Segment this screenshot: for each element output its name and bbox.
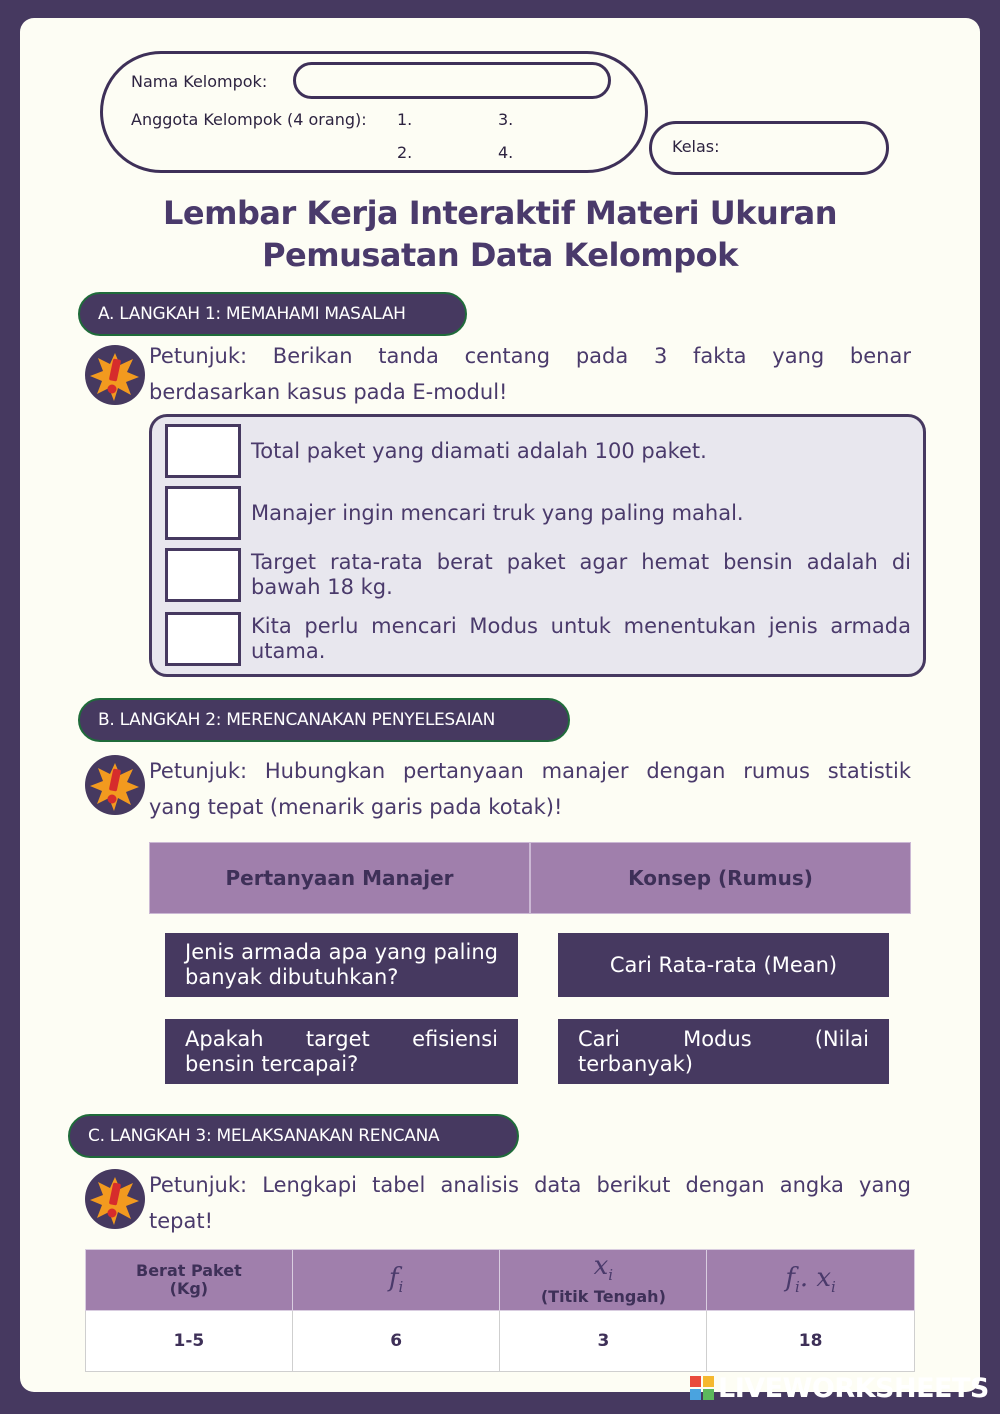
section-b-heading: B. LANGKAH 2: MERENCANAKAN PENYELESAIAN <box>78 698 570 742</box>
member-3-label: 3. <box>498 110 514 129</box>
cell-midpoint[interactable]: 3 <box>500 1311 707 1372</box>
fact-text-1: Total paket yang diamati adalah 100 paket. <box>251 439 707 463</box>
table-header-weight: Berat Paket (Kg) <box>86 1250 293 1311</box>
concept-card-1[interactable]: Cari Rata-rata (Mean) <box>558 933 889 997</box>
column-header-concepts: Konsep (Rumus) <box>530 842 911 914</box>
group-name-input[interactable] <box>293 62 611 99</box>
liveworksheets-logo: LIVEWORKSHEETS <box>690 1373 989 1405</box>
section-a-instruction: Petunjuk: Berikan tanda centang pada 3 fakta yang benar <box>149 344 911 368</box>
warning-icon <box>85 755 145 815</box>
page-title-line1: Lembar Kerja Interaktif Materi Ukuran <box>163 194 837 232</box>
section-c-instruction: Petunjuk: Lengkapi tabel analisis data berikut dengan angka yang <box>149 1173 911 1197</box>
frequency-table <box>85 1249 915 1372</box>
member-1-label: 1. <box>397 110 413 129</box>
table-header-frequency: $f_i$ <box>292 1250 500 1311</box>
cell-weight-range: 1-5 <box>86 1311 293 1372</box>
member-2-label: 2. <box>397 143 413 162</box>
section-c-instruction-cont: tepat! <box>149 1209 214 1233</box>
section-c-heading: C. LANGKAH 3: MELAKSANAKAN RENCANA <box>68 1114 519 1158</box>
class-label: Kelas: <box>672 137 720 156</box>
fact-text-4: Kita perlu mencari Modus untuk menentukan jenis armada utama. <box>251 614 911 663</box>
table-header-product: $f_i$. $x_i$ <box>707 1250 915 1311</box>
section-b-instruction-cont: yang tepat (menarik garis pada kotak)! <box>149 795 563 819</box>
fact-text-3: Target rata-rata berat paket agar hemat bensin adalah di bawah 18 kg. <box>251 550 911 599</box>
section-a-instruction-cont: berdasarkan kasus pada E-modul! <box>149 380 508 404</box>
fact-checkbox-3[interactable] <box>165 548 241 602</box>
fact-checkbox-4[interactable] <box>165 612 241 666</box>
section-b-instruction: Petunjuk: Hubungkan pertanyaan manajer dengan rumus statistik <box>149 759 911 783</box>
group-name-label: Nama Kelompok: <box>131 72 268 91</box>
fact-checkbox-2[interactable] <box>165 486 241 540</box>
column-header-questions: Pertanyaan Manajer <box>149 842 530 914</box>
table-row <box>86 1311 915 1372</box>
liveworksheets-logo-icon <box>690 1376 714 1400</box>
warning-icon <box>85 1169 145 1229</box>
page-title-line2: Pemusatan Data Kelompok <box>262 236 738 274</box>
question-card-2[interactable]: Apakah target efisiensi bensin tercapai? <box>165 1019 518 1084</box>
cell-frequency[interactable]: 6 <box>292 1311 500 1372</box>
member-4-label: 4. <box>498 143 514 162</box>
fact-checkbox-1[interactable] <box>165 424 241 478</box>
warning-icon <box>85 345 145 405</box>
concept-card-2[interactable]: Cari Modus (Nilai terbanyak) <box>558 1019 889 1084</box>
members-label: Anggota Kelompok (4 orang): <box>131 110 367 129</box>
question-card-1[interactable]: Jenis armada apa yang paling banyak dibutuhkan? <box>165 933 518 997</box>
section-a-heading: A. LANGKAH 1: MEMAHAMI MASALAH <box>78 292 467 336</box>
table-header-midpoint: $x_i$ (Titik Tengah) <box>500 1250 707 1311</box>
cell-product[interactable]: 18 <box>707 1311 915 1372</box>
fact-text-2: Manajer ingin mencari truk yang paling mahal. <box>251 501 744 525</box>
